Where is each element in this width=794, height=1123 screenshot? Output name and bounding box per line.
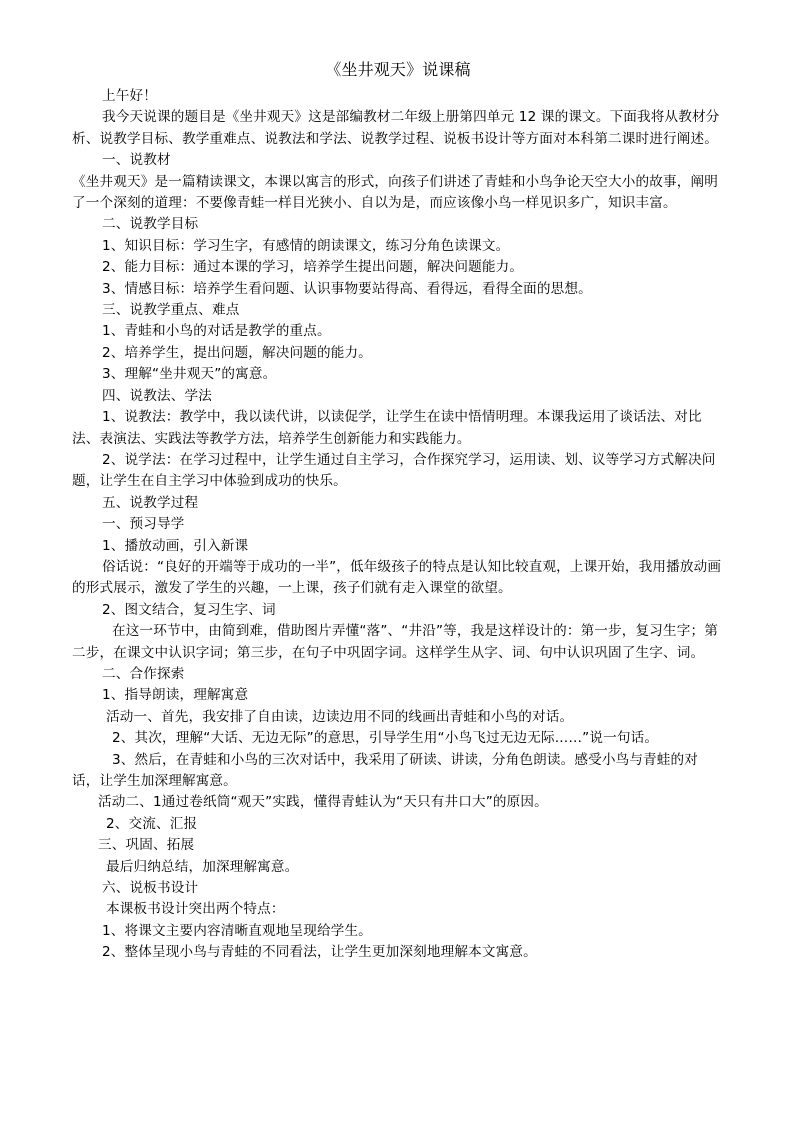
keypoint-1: 1、青蛙和小鸟的对话是教学的重点。 — [102, 323, 331, 340]
keypoint-2: 2、培养学生，提出问题，解决问题的能力。 — [102, 344, 372, 361]
section-heading-textbook: 一、说教材 — [102, 152, 171, 169]
section-heading-methods: 四、说教法、学法 — [102, 387, 212, 404]
keypoint-3: 3、理解“坐井观天”的寓意。 — [102, 366, 277, 383]
summary-paragraph: 最后归纳总结，加深理解寓意。 — [106, 858, 299, 875]
board-point-1: 1、将课文主要内容清晰直观地呈现给学生。 — [102, 922, 372, 939]
step-animation: 1、播放动画，引入新课 — [102, 537, 249, 554]
greeting: 上午好！ — [102, 88, 157, 104]
subheading-consolidate: 三、巩固、拓展 — [98, 837, 195, 854]
animation-paragraph: 俗话说：“良好的开端等于成功的一半”，低年级孩子的特点是认知比较直观，上课开始，我用播放动画的形式展示，激发了学生的兴趣，一上课，孩子们就有走入课堂的欲望。 — [72, 558, 722, 597]
activity-one-paragraph: 活动一、首先，我安排了自由读，边读边用不同的线画出青蛙和小鸟的对话。 — [106, 708, 574, 725]
subheading-preview: 一、预习导学 — [102, 516, 185, 533]
section-heading-process: 五、说教学过程 — [102, 494, 199, 511]
step-exchange: 2、交流、汇报 — [106, 815, 198, 832]
section-heading-goals: 二、说教学目标 — [102, 216, 199, 233]
step-review: 2、图文结合，复习生字、词 — [102, 601, 276, 618]
teaching-method-paragraph: 1、说教法：教学中，我以读代讲，以读促学，让学生在读中悟情明理。本课我运用了谈话法、对比法、表演法、实践法等教学方法，培养学生创新能力和实践能力。 — [72, 409, 702, 447]
goal-emotion: 3、情感目标：培养学生看问题、认识事物要站得高、看得远，看得全面的思想。 — [102, 280, 592, 297]
textbook-paragraph: 《坐井观天》是一篇精读课文，本课以寓言的形式，向孩子们讲述了青蛙和小鸟争论天空大小的故事，阐明了一个深刻的道理：不要像青蛙一样目光狭小、自以为是，而应该像小鸟一样见识多广，知识丰富。 — [72, 173, 718, 212]
step-reading: 1、指导朗读，理解寓意 — [102, 687, 249, 704]
goal-ability: 2、能力目标：通过本课的学习，培养学生提出问题，解决问题能力。 — [102, 259, 524, 276]
intro-paragraph: 我今天说课的题目是《坐井观天》这是部编教材二年级上册第四单元 12 课的课文。下面我将从教材分析、说教学目标、教学重难点、说教法和学法、说教学过程、说板书设计等方面对本科第二课时进行阐述。 — [72, 109, 720, 147]
subheading-explore: 二、合作探索 — [102, 665, 185, 682]
board-point-2: 2、整体呈现小鸟与青蛙的不同看法，让学生更加深刻地理解本文寓意。 — [102, 944, 537, 961]
review-paragraph: 在这一环节中，由简到难，借助图片弄懂“落”、“井沿”等，我是这样设计的：第一步，复习生字；第二步，在课文中认识字词；第三步，在句子中巩固字词。这样学生从字、词、句中认识巩固了生字、词。 — [72, 623, 719, 661]
third-step-paragraph: 3、然后，在青蛙和小鸟的三次对话中，我采用了研读、讲读，分角色朗读。感受小鸟与青蛙的对话，让学生加深理解寓意。 — [72, 751, 699, 789]
activity-two-paragraph: 活动二、1通过卷纸筒“观天”实践，懂得青蛙认为“天只有井口大”的原因。 — [98, 794, 548, 811]
learning-method-paragraph: 2、说学法：在学习过程中，让学生通过自主学习，合作探究学习，运用读、划、议等学习方式解决问题，让学生在自主学习中体验到成功的快乐。 — [72, 451, 716, 490]
second-step-paragraph: 2、其次，理解“大话、无边无际”的意思，引导学生用“小鸟飞过无边无际……”说一句话。 — [112, 730, 659, 747]
section-heading-board: 六、说板书设计 — [102, 880, 199, 897]
goal-knowledge: 1、知识目标：学习生字，有感情的朗读课文，练习分角色读课文。 — [102, 237, 510, 254]
section-heading-keypoints: 三、说教学重点、难点 — [102, 302, 240, 319]
board-intro: 本课板书设计突出两个特点： — [106, 901, 285, 918]
document-body — [72, 58, 724, 964]
document-title: 《坐井观天》说课稿 — [325, 60, 471, 79]
